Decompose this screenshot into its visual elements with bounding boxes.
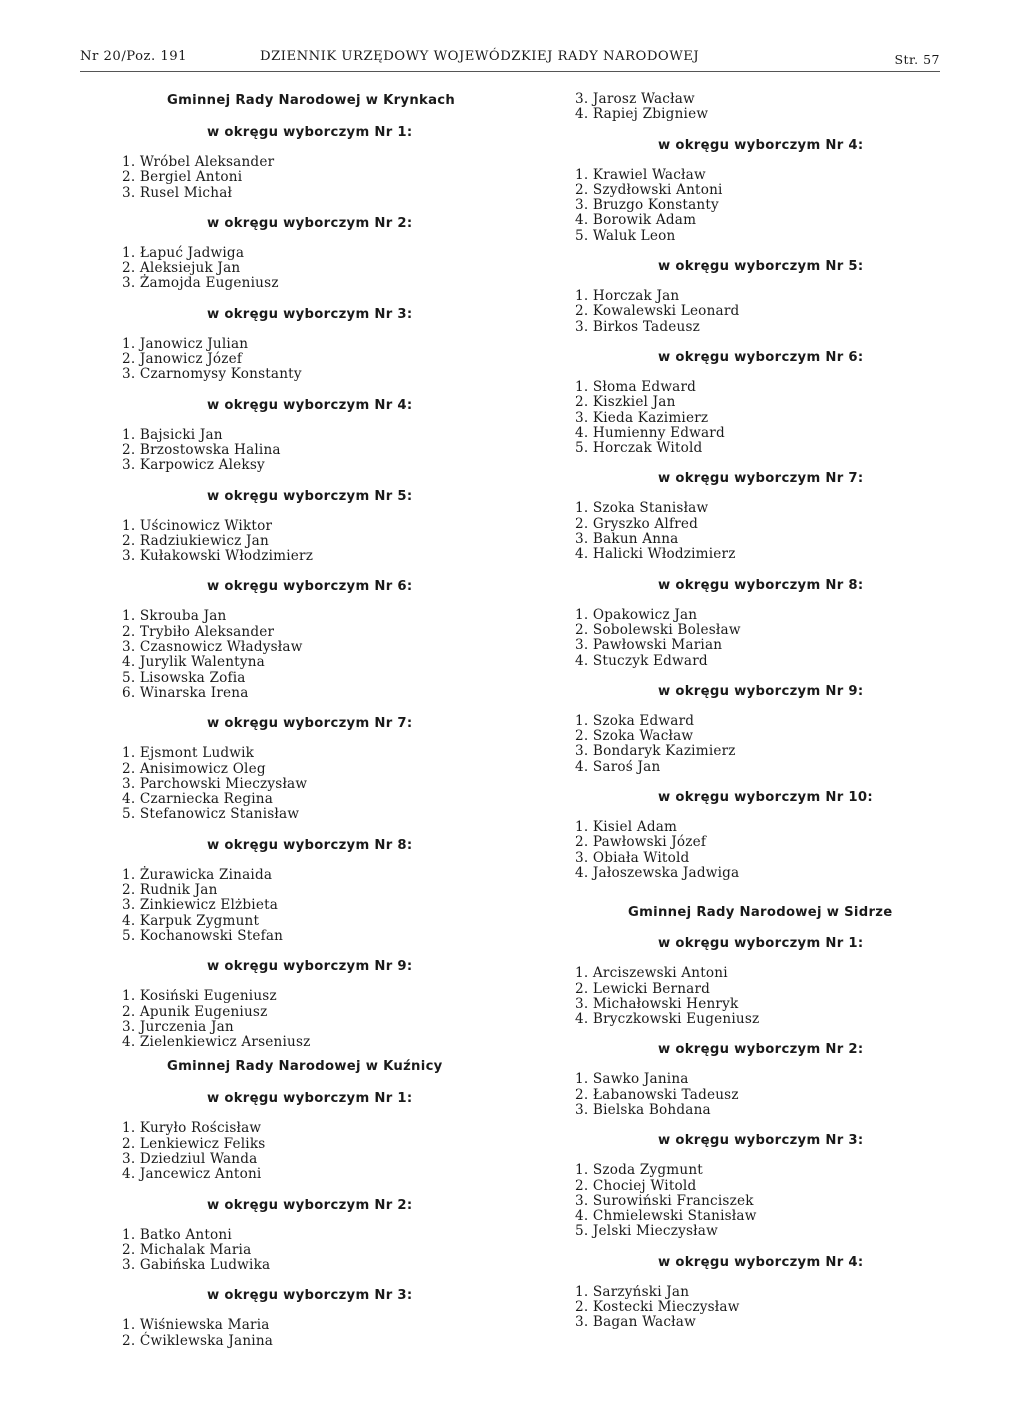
district-heading: w okręgu wyborczym Nr 10: — [658, 790, 873, 806]
district-heading: w okręgu wyborczym Nr 1: — [658, 936, 864, 952]
candidate-item: 3. Jurczenia Jan — [122, 1018, 234, 1035]
right-column — [575, 92, 900, 1331]
candidate-item: 1. Wiśniewska Maria — [122, 1317, 270, 1334]
candidate-item: 4. Chmielewski Stanisław — [575, 1208, 757, 1225]
candidate-item: 2. Szoka Wacław — [575, 728, 694, 745]
candidate-item: 2. Apunik Eugeniusz — [122, 1003, 268, 1020]
candidate-item: 1. Szoda Zygmunt — [575, 1162, 703, 1179]
candidate-item: 3. Jarosz Wacław — [575, 91, 695, 107]
candidate-item: 3. Michałowski Henryk — [575, 995, 739, 1012]
candidate-item: 2. Radziukiewicz Jan — [122, 532, 269, 549]
district-heading: w okręgu wyborczym Nr 2: — [207, 215, 413, 231]
candidate-item: 2. Gryszko Alfred — [575, 515, 699, 532]
candidate-item: 5. Waluk Leon — [575, 227, 676, 244]
candidate-item: 1. Sawko Janina — [575, 1071, 689, 1088]
candidate-item: 5. Jelski Mieczysław — [575, 1223, 718, 1240]
candidate-item: 1. Ejsmont Ludwik — [122, 745, 255, 762]
candidate-item: 3. Surowiński Franciszek — [575, 1192, 754, 1209]
candidate-item: 1. Wróbel Aleksander — [122, 154, 275, 170]
district-heading: w okręgu wyborczym Nr 5: — [207, 488, 413, 504]
district-heading: w okręgu wyborczym Nr 8: — [207, 837, 413, 853]
candidate-item: 2. Chociej Witold — [575, 1177, 697, 1194]
candidate-item: 2. Aleksiejuk Jan — [122, 260, 241, 277]
candidate-item: 3. Birkos Tadeusz — [575, 318, 700, 335]
candidate-item: 3. Bruzgo Konstanty — [575, 197, 719, 214]
candidate-item: 4. Borowik Adam — [575, 212, 697, 229]
candidate-item: 3. Gabińska Ludwika — [122, 1257, 271, 1274]
candidate-item: 4. Jałoszewska Jadwiga — [575, 864, 740, 881]
candidate-item: 3. Bielska Bohdana — [575, 1101, 711, 1118]
candidate-item: 3. Kieda Kazimierz — [575, 409, 709, 426]
candidate-item: 1. Sarzyński Jan — [575, 1283, 690, 1300]
candidate-item: 4. Jurylik Walentyna — [122, 654, 265, 671]
page-header — [80, 49, 940, 71]
district-heading: w okręgu wyborczym Nr 1: — [207, 125, 413, 140]
district-heading: w okręgu wyborczym Nr 5: — [658, 259, 864, 275]
page-number: Str. 57 — [894, 52, 940, 67]
candidate-item: 3. Czasnowicz Władysław — [122, 639, 303, 656]
candidate-item: 1. Krawiel Wacław — [575, 166, 706, 183]
candidate-item: 3. Karpowicz Aleksy — [122, 457, 265, 474]
candidate-item: 1. Bajsicki Jan — [122, 426, 223, 443]
candidate-item: 1. Żurawicka Zinaida — [122, 866, 273, 883]
candidate-item: 3. Bakun Anna — [575, 531, 679, 548]
candidate-item: 1. Opakowicz Jan — [575, 606, 698, 623]
council-heading: Gminnej Rady Narodowej w Kuźnicy — [167, 1059, 443, 1075]
candidate-item: 1. Horczak Jan — [575, 288, 680, 305]
candidate-item: 4. Rapiej Zbigniew — [575, 106, 709, 123]
district-heading: w okręgu wyborczym Nr 3: — [207, 1288, 413, 1304]
district-heading: w okręgu wyborczym Nr 9: — [658, 683, 864, 699]
candidate-item: 4. Bryczkowski Eugeniusz — [575, 1011, 760, 1028]
candidate-item: 4. Stuczyk Edward — [575, 652, 708, 669]
candidate-item: 2. Trybiło Aleksander — [122, 623, 275, 640]
district-heading: w okręgu wyborczym Nr 9: — [207, 959, 413, 975]
candidate-item: 5. Lisowska Zofia — [122, 669, 246, 686]
candidate-item: 4. Humienny Edward — [575, 424, 725, 441]
candidate-item: 1. Szoka Edward — [575, 712, 695, 729]
district-heading: w okręgu wyborczym Nr 6: — [658, 349, 864, 365]
district-heading: w okręgu wyborczym Nr 7: — [658, 471, 864, 487]
candidate-item: 1. Arciszewski Antoni — [575, 965, 728, 982]
district-heading: w okręgu wyborczym Nr 7: — [207, 716, 413, 732]
header-rule — [80, 71, 940, 72]
candidate-item: 2. Łabanowski Tadeusz — [575, 1086, 739, 1103]
candidate-item: 2. Rudnik Jan — [122, 882, 218, 899]
candidate-item: 2. Bergiel Antoni — [122, 169, 243, 186]
district-heading: w okręgu wyborczym Nr 2: — [658, 1042, 864, 1058]
candidate-item: 2. Michalak Maria — [122, 1241, 252, 1258]
journal-title: DZIENNIK URZĘDOWY WOJEWÓDZKIEJ RADY NARODOWEJ — [260, 49, 700, 64]
candidate-item: 2. Szydłowski Antoni — [575, 181, 723, 198]
candidate-item: 2. Kowalewski Leonard — [575, 303, 740, 320]
candidate-item: 3. Obiała Witold — [575, 849, 690, 866]
candidate-item: 1. Szoka Stanisław — [575, 500, 709, 517]
district-heading: w okręgu wyborczym Nr 3: — [658, 1133, 864, 1149]
council-heading: Gminnej Rady Narodowej w Sidrze — [628, 905, 893, 921]
candidate-item: 3. Pawłowski Marian — [575, 637, 723, 654]
candidate-item: 3. Rusel Michał — [122, 184, 233, 201]
candidate-item: 2. Kostecki Mieczysław — [575, 1299, 740, 1316]
issue-number: Nr 20/Poz. 191 — [80, 49, 188, 64]
candidate-item: 1. Słoma Edward — [575, 378, 697, 395]
candidate-item: 2. Lewicki Bernard — [575, 980, 711, 997]
candidate-item: 3. Żamojda Eugeniusz — [122, 275, 279, 292]
candidate-item: 4. Czarniecka Regina — [122, 791, 274, 808]
district-heading: w okręgu wyborczym Nr 4: — [658, 137, 864, 153]
candidate-item: 5. Horczak Witold — [575, 440, 703, 457]
candidate-item: 3. Dziedziul Wanda — [122, 1150, 258, 1167]
candidate-item: 6. Winarska Irena — [122, 684, 249, 701]
candidate-item: 4. Saroś Jan — [575, 758, 661, 775]
candidate-item: 4. Zielenkiewicz Arseniusz — [122, 1034, 311, 1051]
candidate-item: 1. Janowicz Julian — [122, 335, 249, 352]
candidate-item: 5. Kochanowski Stefan — [122, 927, 284, 944]
candidate-item: 1. Skrouba Jan — [122, 608, 227, 625]
district-heading: w okręgu wyborczym Nr 3: — [207, 306, 413, 322]
candidate-item: 1. Łapuć Jadwiga — [122, 244, 245, 261]
council-heading: Gminnej Rady Narodowej w Krynkach — [167, 93, 456, 108]
district-heading: w okręgu wyborczym Nr 4: — [207, 397, 413, 413]
district-heading: w okręgu wyborczym Nr 8: — [658, 577, 864, 593]
candidate-item: 2. Kiszkiel Jan — [575, 394, 676, 411]
candidate-item: 4. Halicki Włodzimierz — [575, 546, 736, 563]
candidate-item: 1. Kisiel Adam — [575, 819, 678, 836]
candidate-item: 4. Karpuk Zygmunt — [122, 912, 260, 929]
candidate-item: 2. Lenkiewicz Feliks — [122, 1135, 266, 1152]
candidate-item: 1. Uścinowicz Wiktor — [122, 517, 273, 534]
candidate-item: 2. Janowicz Józef — [122, 351, 243, 368]
candidate-item: 3. Bondaryk Kazimierz — [575, 743, 736, 760]
candidate-item: 4. Jancewicz Antoni — [122, 1166, 262, 1183]
candidate-item: 3. Bagan Wacław — [575, 1314, 696, 1331]
candidate-item: 2. Anisimowicz Oleg — [122, 760, 266, 777]
candidate-item: 2. Sobolewski Bolesław — [575, 621, 741, 638]
candidate-item: 1. Kuryło Rościsław — [122, 1120, 262, 1137]
candidate-item: 3. Czarnomysy Konstanty — [122, 366, 302, 383]
candidate-item: 1. Kosiński Eugeniusz — [122, 988, 277, 1005]
candidate-item: 1. Batko Antoni — [122, 1226, 232, 1243]
candidate-item: 2. Ćwiklewska Janina — [122, 1332, 274, 1349]
district-heading: w okręgu wyborczym Nr 4: — [658, 1254, 864, 1270]
district-heading: w okręgu wyborczym Nr 2: — [207, 1197, 413, 1213]
candidate-item: 3. Zinkiewicz Elżbieta — [122, 897, 279, 914]
candidate-item: 2. Pawłowski Józef — [575, 834, 707, 851]
candidate-item: 5. Stefanowicz Stanisław — [122, 806, 300, 823]
candidate-item: 3. Kułakowski Włodzimierz — [122, 548, 314, 565]
candidate-item: 2. Brzostowska Halina — [122, 441, 281, 458]
district-heading: w okręgu wyborczym Nr 1: — [207, 1091, 413, 1107]
candidate-item: 3. Parchowski Mieczysław — [122, 775, 308, 792]
left-column — [122, 92, 462, 1349]
district-heading: w okręgu wyborczym Nr 6: — [207, 579, 413, 595]
